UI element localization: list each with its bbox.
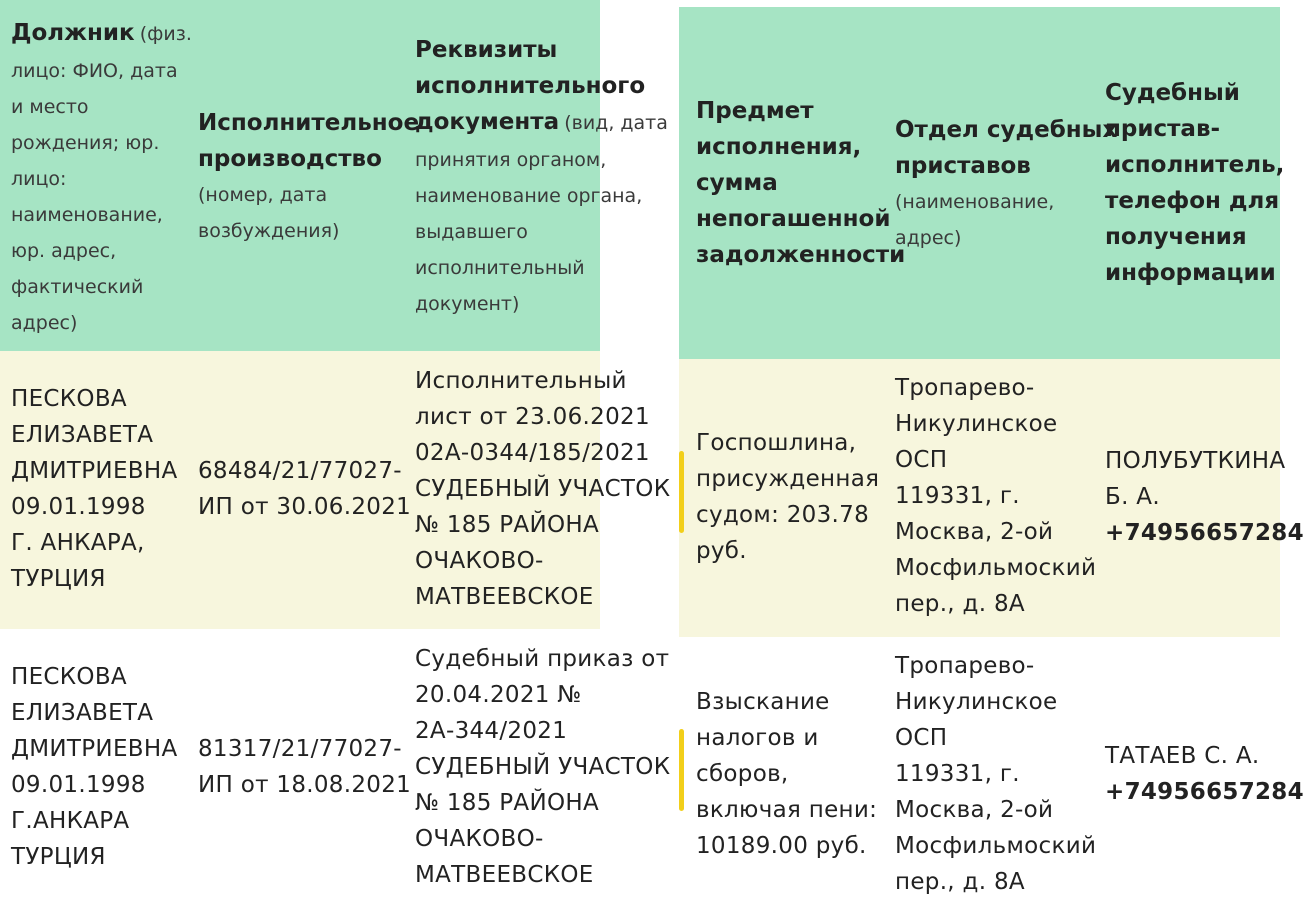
department-line: Никулинское (895, 411, 1058, 437)
header-bailiff-title: исполнитель, (1105, 152, 1285, 178)
document-line: 20.04.2021 № (415, 682, 582, 708)
department-cell (895, 370, 1096, 622)
header-bailiff-title: пристав- (1105, 116, 1221, 142)
header-debtor-note: фактический (11, 276, 144, 298)
header-document-note: исполнительный (415, 257, 585, 279)
document-line: лист от 23.06.2021 (415, 404, 650, 430)
subject-cell (696, 684, 877, 864)
header-document-title: Реквизиты (415, 37, 558, 63)
header-department-note: (наименование, (895, 191, 1055, 213)
header-bailiff (1105, 75, 1284, 291)
subject-line: судом: 203.78 (696, 502, 870, 528)
header-department (895, 112, 1117, 256)
header-department-note: адрес) (895, 227, 962, 249)
bailiff-phone: +74956657284 (1105, 520, 1304, 546)
header-proceeding-title: производство (198, 146, 382, 172)
header-debtor-title: Должник (11, 20, 135, 46)
debtor-line: ПЕСКОВА (11, 664, 127, 690)
header-bailiff-title: Судебный (1105, 80, 1240, 106)
header-debtor-note: адрес) (11, 312, 78, 334)
debtor-line: 09.01.1998 (11, 494, 146, 520)
header-document-note: принятия органом, (415, 149, 607, 171)
header-document-note: (вид, дата (564, 112, 668, 134)
header-bailiff-title: информации (1105, 260, 1276, 286)
subject-line: присужденная (696, 466, 880, 492)
subject-line: Госпошлина, (696, 430, 857, 456)
department-line: ОСП (895, 447, 948, 473)
header-subject-title: Предмет (696, 98, 814, 124)
department-line: пер., д. 8А (895, 869, 1025, 895)
row-accent-marker (679, 729, 684, 811)
header-subject (696, 93, 905, 273)
header-debtor-note: лицо: ФИО, дата (11, 60, 178, 82)
proceeding-line: 68484/21/77027- (198, 458, 402, 484)
right-table-fragment (679, 7, 1304, 904)
bailiff-name: Б. А. (1105, 484, 1160, 510)
row-accent-marker (679, 451, 684, 533)
department-line: Тропарево- (895, 653, 1035, 679)
header-bailiff-title: телефон для (1105, 188, 1280, 214)
header-proceeding-title: Исполнительное (198, 110, 420, 136)
subject-cell (696, 425, 879, 569)
header-subject-title: сумма (696, 170, 778, 196)
header-debtor-note: юр. адрес, (11, 240, 117, 262)
header-proceeding-note: возбуждения) (198, 220, 340, 242)
department-line: 119331, г. (895, 761, 1020, 787)
proceeding-cell (198, 731, 411, 803)
debtor-line: ДМИТРИЕВНА (11, 458, 178, 484)
header-proceeding-note: (номер, дата (198, 184, 328, 206)
department-line: пер., д. 8А (895, 591, 1025, 617)
header-document-title: документа (415, 109, 560, 135)
document-cell (415, 363, 670, 615)
proceeding-line: 81317/21/77027- (198, 736, 402, 762)
subject-line: 10189.00 руб. (696, 833, 867, 859)
bailiff-cell (1105, 443, 1304, 551)
debtor-line: ТУРЦИЯ (11, 566, 106, 592)
debtor-line: ЕЛИЗАВЕТА (11, 422, 154, 448)
table-header-row (0, 0, 668, 351)
debtor-line: 09.01.1998 (11, 772, 146, 798)
department-line: Мосфильмоский (895, 555, 1097, 581)
document-line: МАТВЕЕВСКОЕ (415, 862, 594, 888)
subject-line: руб. (696, 538, 747, 564)
department-line: Никулинское (895, 689, 1058, 715)
document-cell (415, 641, 670, 893)
debtor-cell (11, 381, 177, 597)
bailiff-phone: +74956657284 (1105, 779, 1304, 805)
document-line: 2А-344/2021 (415, 718, 568, 744)
subject-line: Взыскание (696, 689, 830, 715)
header-bailiff-title: получения (1105, 224, 1247, 250)
department-line: Тропарево- (895, 375, 1035, 401)
document-line: СУДЕБНЫЙ УЧАСТОК (415, 754, 671, 780)
debtor-line: Г. АНКАРА, (11, 530, 145, 556)
header-document-note: документ) (415, 293, 520, 315)
debtor-line: Г.АНКАРА (11, 808, 130, 834)
header-debtor-note: и место (11, 96, 89, 118)
header-subject-title: исполнения, (696, 134, 862, 160)
header-debtor-note: рождения; юр. (11, 132, 160, 154)
document-line: Судебный приказ от (415, 646, 670, 672)
debtor-line: ЕЛИЗАВЕТА (11, 700, 154, 726)
header-debtor-note: (физ. (139, 23, 192, 45)
debtor-line: ДМИТРИЕВНА (11, 736, 178, 762)
subject-line: сборов, (696, 761, 789, 787)
department-line: Москва, 2-ой (895, 519, 1054, 545)
bailiff-cell (1105, 738, 1304, 810)
header-subject-title: задолженности (696, 242, 906, 268)
debtor-line: ТУРЦИЯ (11, 844, 106, 870)
table-row (0, 629, 671, 904)
header-debtor (11, 15, 192, 341)
department-line: ОСП (895, 725, 948, 751)
header-subject-title: непогашенной (696, 206, 891, 232)
document-line: ОЧАКОВО- (415, 548, 544, 574)
document-line: Исполнительный (415, 368, 627, 394)
proceeding-line: ИП от 30.06.2021 (198, 494, 412, 520)
bailiff-name: ПОЛУБУТКИНА (1105, 448, 1286, 474)
header-proceeding (198, 105, 419, 249)
department-line: Москва, 2-ой (895, 797, 1054, 823)
department-line: Мосфильмоский (895, 833, 1097, 859)
proceeding-cell (198, 453, 411, 525)
subject-line: включая пени: (696, 797, 878, 823)
header-department-title: приставов (895, 153, 1031, 179)
subject-line: налогов и (696, 725, 819, 751)
header-department-title: Отдел судебных (895, 117, 1118, 143)
document-line: МАТВЕЕВСКОЕ (415, 584, 594, 610)
department-line: 119331, г. (895, 483, 1020, 509)
document-line: № 185 РАЙОНА (415, 512, 599, 538)
document-line: СУДЕБНЫЙ УЧАСТОК (415, 476, 671, 502)
header-debtor-note: лицо: (11, 168, 67, 190)
header-document-note: наименование органа, (415, 185, 643, 207)
header-document (415, 32, 668, 322)
table-header-row (679, 7, 1285, 359)
header-debtor-note: наименование, (11, 204, 163, 226)
table-row (0, 351, 671, 629)
document-line: ОЧАКОВО- (415, 826, 544, 852)
table-row (679, 637, 1304, 904)
header-document-note: выдавшего (415, 221, 528, 243)
debtor-cell (11, 659, 177, 875)
bailiff-name: ТАТАЕВ С. А. (1105, 743, 1260, 769)
debtor-line: ПЕСКОВА (11, 386, 127, 412)
table-row (679, 359, 1304, 637)
header-document-title: исполнительного (415, 73, 646, 99)
document-line: 02А-0344/185/2021 (415, 440, 650, 466)
document-line: № 185 РАЙОНА (415, 790, 599, 816)
department-cell (895, 648, 1096, 900)
proceeding-line: ИП от 18.08.2021 (198, 772, 412, 798)
